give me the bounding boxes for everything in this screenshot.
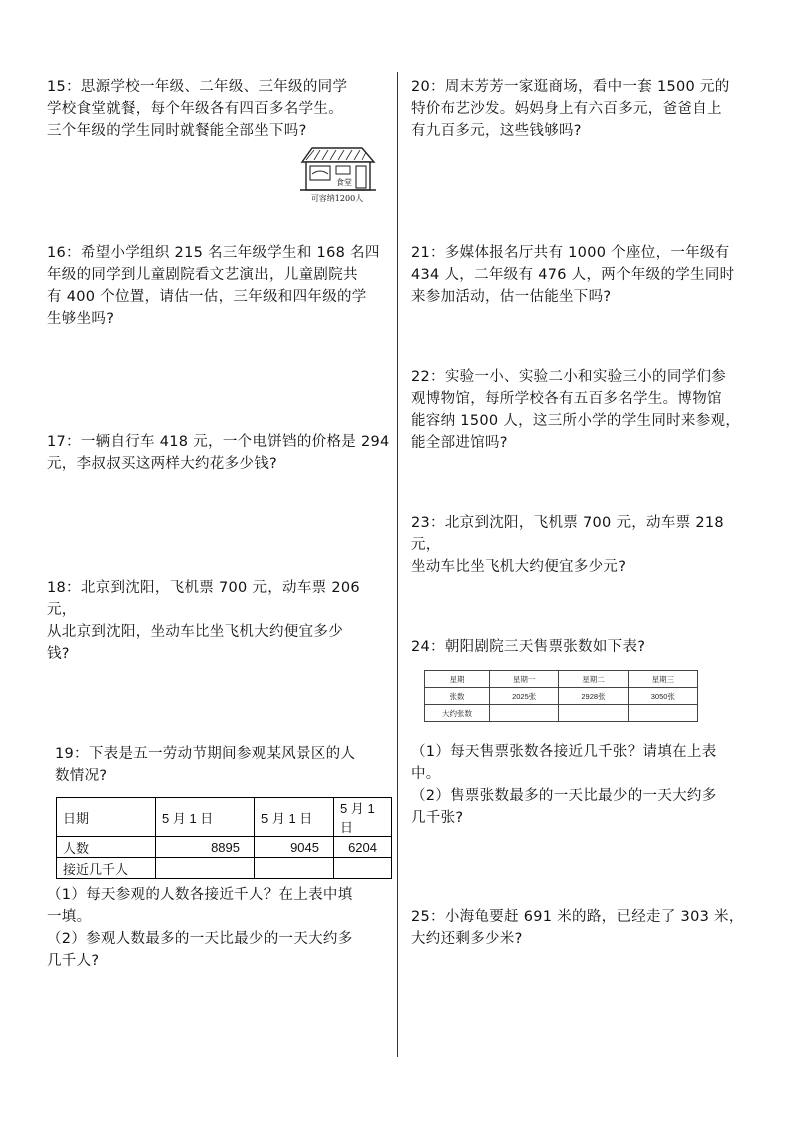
table-cell: 5 月 1 日 [255, 798, 334, 837]
table-row [425, 688, 698, 705]
table-cell: 3050张 [628, 688, 697, 705]
table-cell: 9045 [255, 837, 334, 858]
column-divider [397, 72, 398, 1057]
table-cell: 星期 [425, 671, 490, 688]
table-cell: 5 月 1 日 [156, 798, 255, 837]
canteen-caption: 可容纳1200人 [310, 194, 364, 203]
table-cell: 人数 [57, 837, 156, 858]
question-20: 20：周末芳芳一家逛商场，看中一套 1500 元的 特价布艺沙发。妈妈身上有六百多元，爸爸自上 有九百多元，这些钱够吗? [411, 79, 730, 139]
table-cell [156, 858, 255, 879]
table-cell: 5 月 1 日 [334, 798, 392, 837]
question-24-subquestions: （1）每天售票张数各接近几千张？请填在上表 中。 （2）售票张数最多的一天比最少的一天大约多 几千张? [411, 744, 717, 826]
table-cell [334, 858, 392, 879]
table-cell: 2928张 [559, 688, 628, 705]
table-row [425, 705, 698, 722]
table-cell [255, 858, 334, 879]
table-cell: 6204 [334, 837, 392, 858]
question-23: 23：北京到沈阳，飞机票 700 元，动车票 218 元， 坐动车比坐飞机大约便宜多少元? [411, 515, 724, 575]
table-row [425, 671, 698, 688]
table-cell: 张数 [425, 688, 490, 705]
table-cell: 日期 [57, 798, 156, 837]
table-row [57, 798, 392, 837]
question-19: 19：下表是五一劳动节期间参观某风景区的人 数情况? [55, 746, 356, 784]
question-16: 16：希望小学组织 215 名三年级学生和 168 名四 年级的同学到儿童剧院看文艺演出，儿童剧院共 有 400 个位置，请估一估，三年级和四年级的学 生够坐吗? [47, 245, 380, 327]
question-18: 18：北京到沈阳，飞机票 700 元，动车票 206 元， 从北京到沈阳，坐动车比坐飞机大约便宜多少 钱? [47, 580, 360, 662]
question-24: 24：朝阳剧院三天售票张数如下表? [411, 639, 646, 655]
question-25: 25：小海龟要赶 691 米的路，已经走了 303 米， 大约还剩多少米? [411, 909, 744, 947]
question-22: 22：实验一小、实验二小和实验三小的同学们参 观博物馆，每所学校各有五百多名学生。博物馆 能容纳 1500 人，这三所小学的学生同时来参观， 能全部进馆吗? [411, 369, 741, 451]
question-21: 21：多媒体报名厅共有 1000 个座位，一年级有 434 人，二年级有 476 人，两个年级的学生同时 来参加活动，估一估能坐下吗? [411, 245, 735, 305]
table-cell: 8895 [156, 837, 255, 858]
table-cell [628, 705, 697, 722]
table-row [57, 837, 392, 858]
question-19-subquestions: （1）每天参观的人数各接近千人？在上表中填 一填。 （2）参观人数最多的一天比最少的一天大约多 几千人? [47, 887, 353, 969]
question-17: 17：一辆自行车 418 元，一个电饼铛的价格是 294 元，李叔叔买这两样大约花多少钱? [47, 434, 390, 472]
table-cell [490, 705, 559, 722]
table-cell: 星期三 [628, 671, 697, 688]
table-19 [56, 797, 392, 879]
canteen-sign: 食堂 [336, 178, 352, 187]
table-cell: 星期一 [490, 671, 559, 688]
table-cell: 大约张数 [425, 705, 490, 722]
table-cell [559, 705, 628, 722]
table-row [57, 858, 392, 879]
table-24 [424, 670, 698, 722]
table-cell: 接近几千人 [57, 858, 156, 879]
table-cell: 2025张 [490, 688, 559, 705]
table-cell: 星期二 [559, 671, 628, 688]
question-15: 15：思源学校一年级、二年级、三年级的同学 学校食堂就餐，每个年级各有四百多名学生。 三个年级的学生同时就餐能全部坐下吗? [47, 79, 348, 139]
